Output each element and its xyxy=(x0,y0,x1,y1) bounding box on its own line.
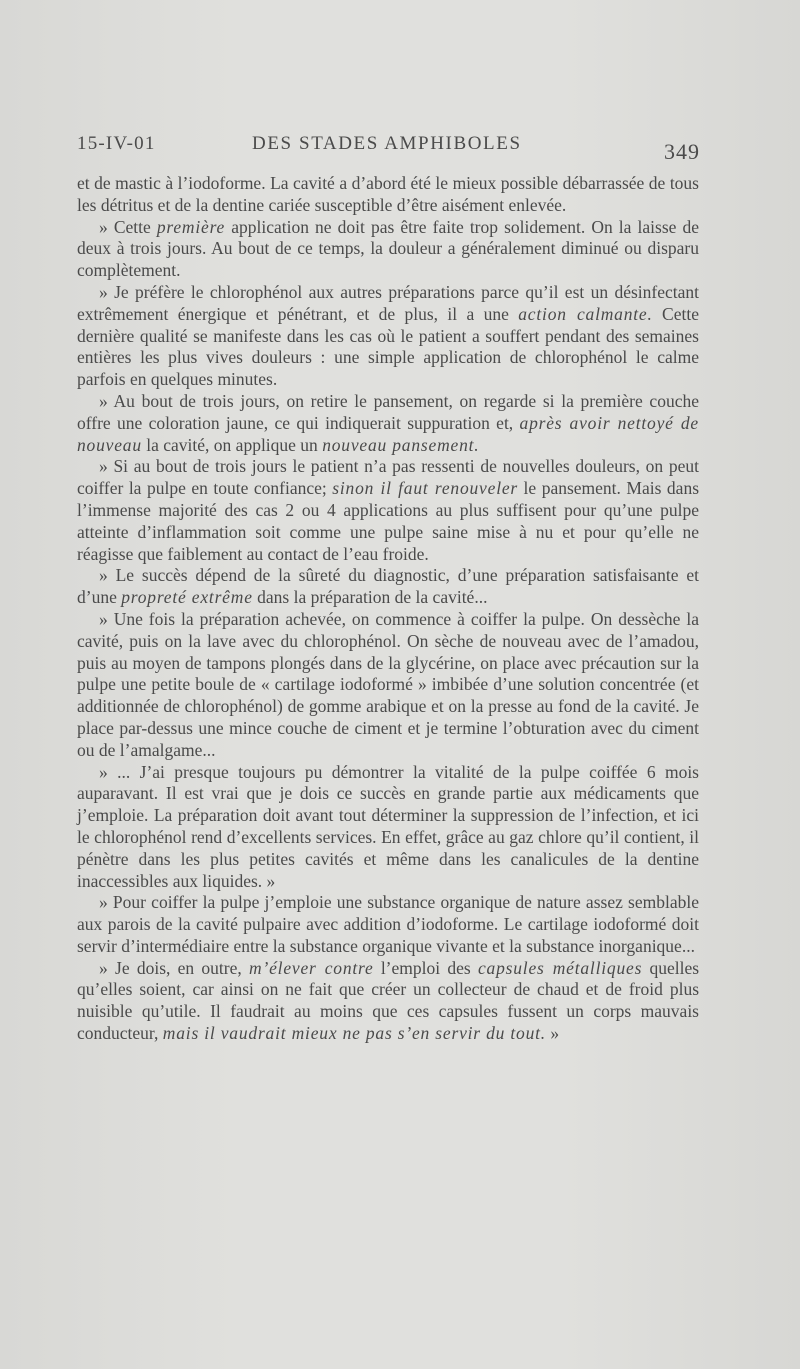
italic-text: action calmante. xyxy=(518,303,653,324)
running-header xyxy=(77,133,700,167)
page-number: 349 xyxy=(664,139,700,164)
paragraph xyxy=(77,892,699,957)
italic-text: après avoir nettoyé de nouveau xyxy=(77,412,699,455)
paragraph xyxy=(77,456,699,565)
paragraph-text: » Une fois la préparation achevée, on commence à coiffer la pulpe. On dessèche la cavité, puis on la lave avec du chlorophénol. On sèche de nouveau avec de l’amadou, puis au moyen de tampons plongés dans de la glycérine, on place avec précaution sur la pulpe une petite boule de « cartilage iodoformé » imbibée d’une solution concentrée (et additionnée de chlorophénol) de gomme arabique et on la presse au fond de la cavité. Je place par-dessus une mince couche de ciment et je termine l’obturation avec du ciment ou de l’amalgame... xyxy=(77,608,699,760)
paragraph-text: » xyxy=(545,1023,560,1044)
paragraph-text: le pansement. Mais dans l’immense majorité des cas 2 ou 4 applications au plus suffisent pour qu’une pulpe atteinte d’inflammation soit comme une pulpe saine mise à nu et pour qu’elle ne réagisse que faiblement au contact de l’eau froide. xyxy=(77,478,700,564)
paragraph xyxy=(77,391,699,456)
paragraph-text: la cavité, on applique un xyxy=(141,434,323,455)
paragraph-text: » Au bout de trois jours, on retire le pansement, on regarde si la première couche offre une coloration jaune, ce qui indiquerait suppuration et, xyxy=(77,390,699,433)
italic-text: nouveau pansement. xyxy=(322,434,480,455)
paragraph-text: » ... J’ai presque toujours pu démontrer la vitalité de la pulpe coiffée 6 mois auparavant. Il est vrai que je dois ce succès en grande partie aux médicaments que j’emploie. La préparation doit avant tout déterminer la suppression de l’infection, et ici le chlorophénol rend d’excellents services. En effet, grâce au gaz chlore qu’il contient, il pénètre dans les plus petites cavités et même dans les canalicules de la dentine inaccessibles aux liquides. » xyxy=(77,761,699,891)
paragraph xyxy=(77,565,699,609)
paragraph-text: Cette dernière qualité se manifeste dans les cas où le patient a souffert pendant des semaines entières les plus vives douleurs : une simple application de chlorophénol le calme parfois en quelques minutes. xyxy=(77,303,699,390)
paragraph-text: » Le succès dépend de la sûreté du diagnostic, d’une préparation satisfaisante et d’une xyxy=(77,565,699,608)
paragraph-text: dans la préparation de la cavité... xyxy=(252,587,488,608)
italic-text: sinon il faut renouveler xyxy=(332,478,519,499)
paragraph xyxy=(77,173,699,217)
paragraph xyxy=(77,609,699,762)
italic-text: capsules métalliques xyxy=(477,957,643,978)
paragraph-text: quelles qu’elles soient, car ainsi on ne fait que créer un collecteur de chaud et de froid plus nuisible qu’utile. Il faudrait au moins que ces capsules fussent un corps mauvais conducteur, xyxy=(77,957,700,1044)
italic-text: première xyxy=(156,216,226,237)
paragraph-text: » Si au bout de trois jours le patient n’a pas ressenti de nouvelles douleurs, on peut coiffer la pulpe en toute confiance; xyxy=(77,456,699,499)
header-date: 15-IV-01 xyxy=(77,133,156,154)
header-title: DES STADES AMPHIBOLES xyxy=(252,133,522,154)
paragraph-text: » Cette xyxy=(99,216,157,237)
italic-text: mais il vaudrait mieux ne pas s’en servir du tout. xyxy=(162,1023,546,1044)
paragraph-text: application ne doit pas être faite trop solidement. On la laisse de deux à trois jours. Au bout de ce temps, la douleur a généralement diminué ou disparu complètement. xyxy=(77,216,699,281)
paragraph-text: » Je dois, en outre, xyxy=(99,957,250,978)
paragraph-text: » Je préfère le chlorophénol aux autres préparations parce qu’il est un désinfectant extrêmement énergique et pénétrant, et de plus, il a une xyxy=(77,281,699,324)
paragraph xyxy=(77,762,699,893)
paragraph-text: et de mastic à l’iodoforme. La cavité a d’abord été le mieux possible débarrassée de tous les détritus et de la dentine cariée susceptible d’être aisément enlevée. xyxy=(77,173,699,215)
paragraph xyxy=(77,958,699,1045)
paragraph-text: » Pour coiffer la pulpe j’emploie une substance organique de nature assez semblable aux parois de la cavité pulpaire avec addition d’iodoforme. Le cartilage iodoformé doit servir d’intermédiaire entre la substance organique vivante et la substance inorganique... xyxy=(77,892,699,956)
paragraph xyxy=(77,217,699,282)
body-text xyxy=(77,173,699,1045)
italic-text: propreté extrême xyxy=(121,587,253,608)
paragraph xyxy=(77,282,699,391)
italic-text: m’élever contre xyxy=(249,957,374,978)
paragraph-text: l’emploi des xyxy=(373,957,478,978)
